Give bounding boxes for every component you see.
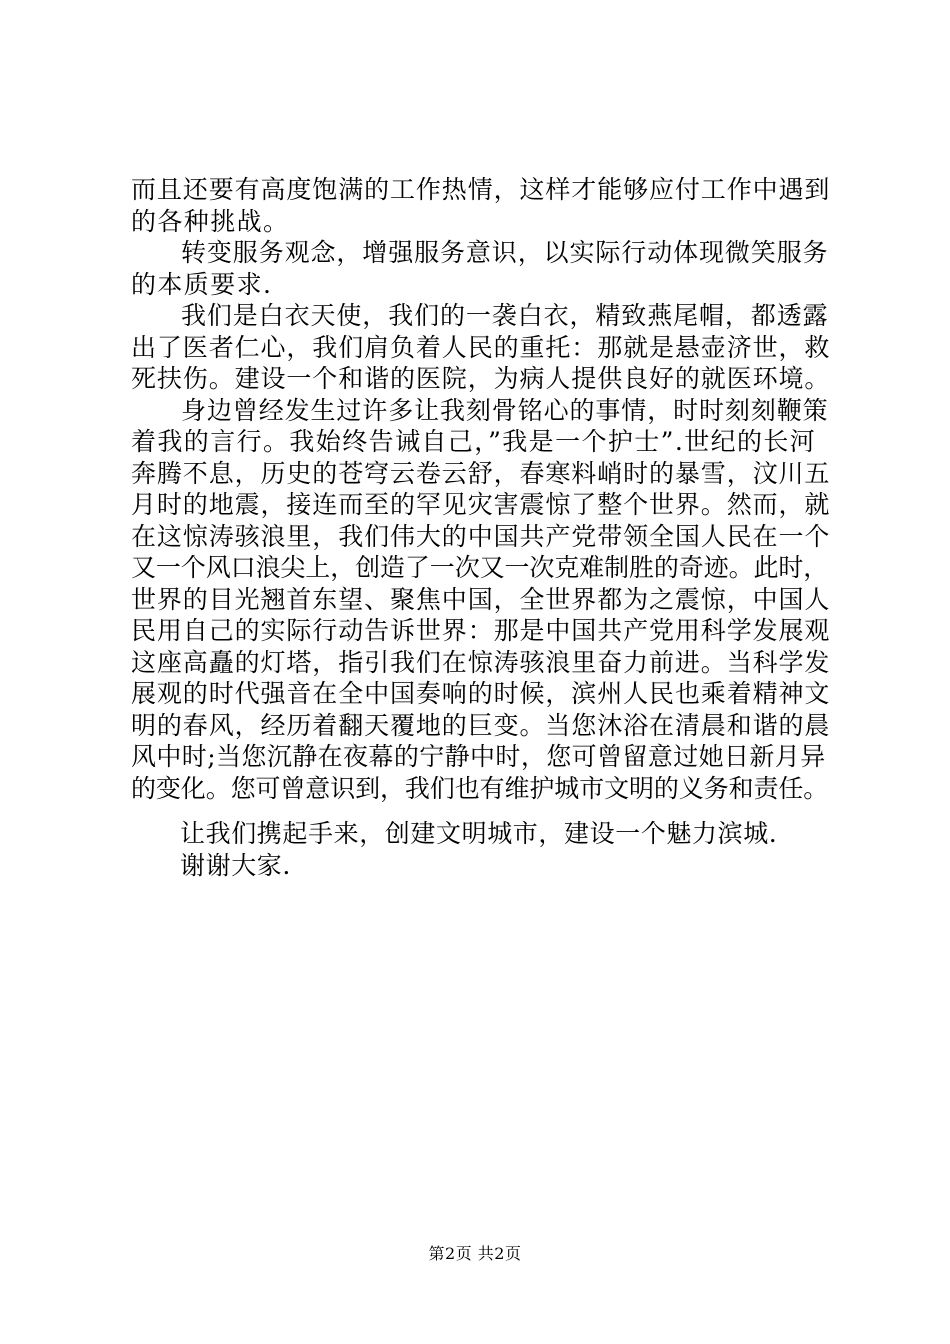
- paragraph-4-line-12: 风中时;当您沉静在夜幕的宁静中时，您可曾留意过她日新月异: [131, 742, 826, 771]
- paragraph-4-line-6: 又一个风口浪尖上，创造了一次又一次克难制胜的奇迹。此时，: [131, 553, 829, 582]
- closing-line-1: 让我们携起手来，创建文明城市，建设一个魅力滨城.: [180, 819, 778, 848]
- paragraph-3-line-2: 出了医者仁心，我们肩负着人民的重托：那就是悬壶济世，救: [131, 332, 831, 362]
- paragraph-4-line-2: 着我的言行。我始终告诫自己，”我是一个护士”.世纪的长河: [131, 427, 817, 456]
- paragraph-4-line-4: 月时的地震，接连而至的罕见灾害震惊了整个世界。然而，就: [131, 490, 831, 519]
- paragraph-4-line-10: 展观的时代强音在全中国奏响的时候，滨州人民也乘着精神文: [131, 679, 831, 708]
- paragraph-1-line-1: 而且还要有高度饱满的工作热情，这样才能够应付工作中遇到: [131, 175, 831, 204]
- page-footer: [0, 1244, 950, 1264]
- paragraph-4-line-13: 的变化。您可曾意识到，我们也有维护城市文明的义务和责任。: [131, 773, 829, 803]
- paragraph-3-line-3: 死扶伤。建设一个和谐的医院，为病人提供良好的就医环境。: [131, 364, 831, 393]
- paragraph-4-line-1: 身边曾经发生过许多让我刻骨铭心的事情，时时刻刻鞭策: [181, 395, 829, 425]
- paragraph-2-line-1: 转变服务观念，增强服务意识，以实际行动体现微笑服务: [181, 238, 829, 267]
- closing-lines: [180, 818, 820, 881]
- paragraph-2-line-2: 的本质要求.: [131, 269, 273, 299]
- page-number-label: 第2页 共2页: [428, 1244, 522, 1263]
- paragraph-4-line-9: 这座高矗的灯塔，指引我们在惊涛骇浪里奋力前进。当科学发: [131, 647, 831, 677]
- paragraph-4-line-3: 奔腾不息，历史的苍穹云卷云舒，春寒料峭时的暴雪，汶川五: [131, 458, 831, 488]
- paragraph-1-line-2: 的各种挑战。: [131, 206, 290, 236]
- document-body: [131, 174, 831, 804]
- paragraph-3-line-1: 我们是白衣天使，我们的一袭白衣，精致燕尾帽，都透露: [181, 301, 829, 330]
- paragraph-4-line-11: 明的春风，经历着翻天覆地的巨变。当您沐浴在清晨和谐的晨: [131, 710, 831, 740]
- paragraph-4-line-5: 在这惊涛骇浪里，我们伟大的中国共产党带领全国人民在一个: [131, 521, 831, 551]
- paragraph-4-line-7: 世界的目光翘首东望、聚焦中国，全世界都为之震惊，中国人: [131, 584, 831, 614]
- paragraph-4-line-8: 民用自己的实际行动告诉世界：那是中国共产党用科学发展观: [131, 616, 831, 645]
- closing-line-2: 谢谢大家.: [180, 850, 291, 880]
